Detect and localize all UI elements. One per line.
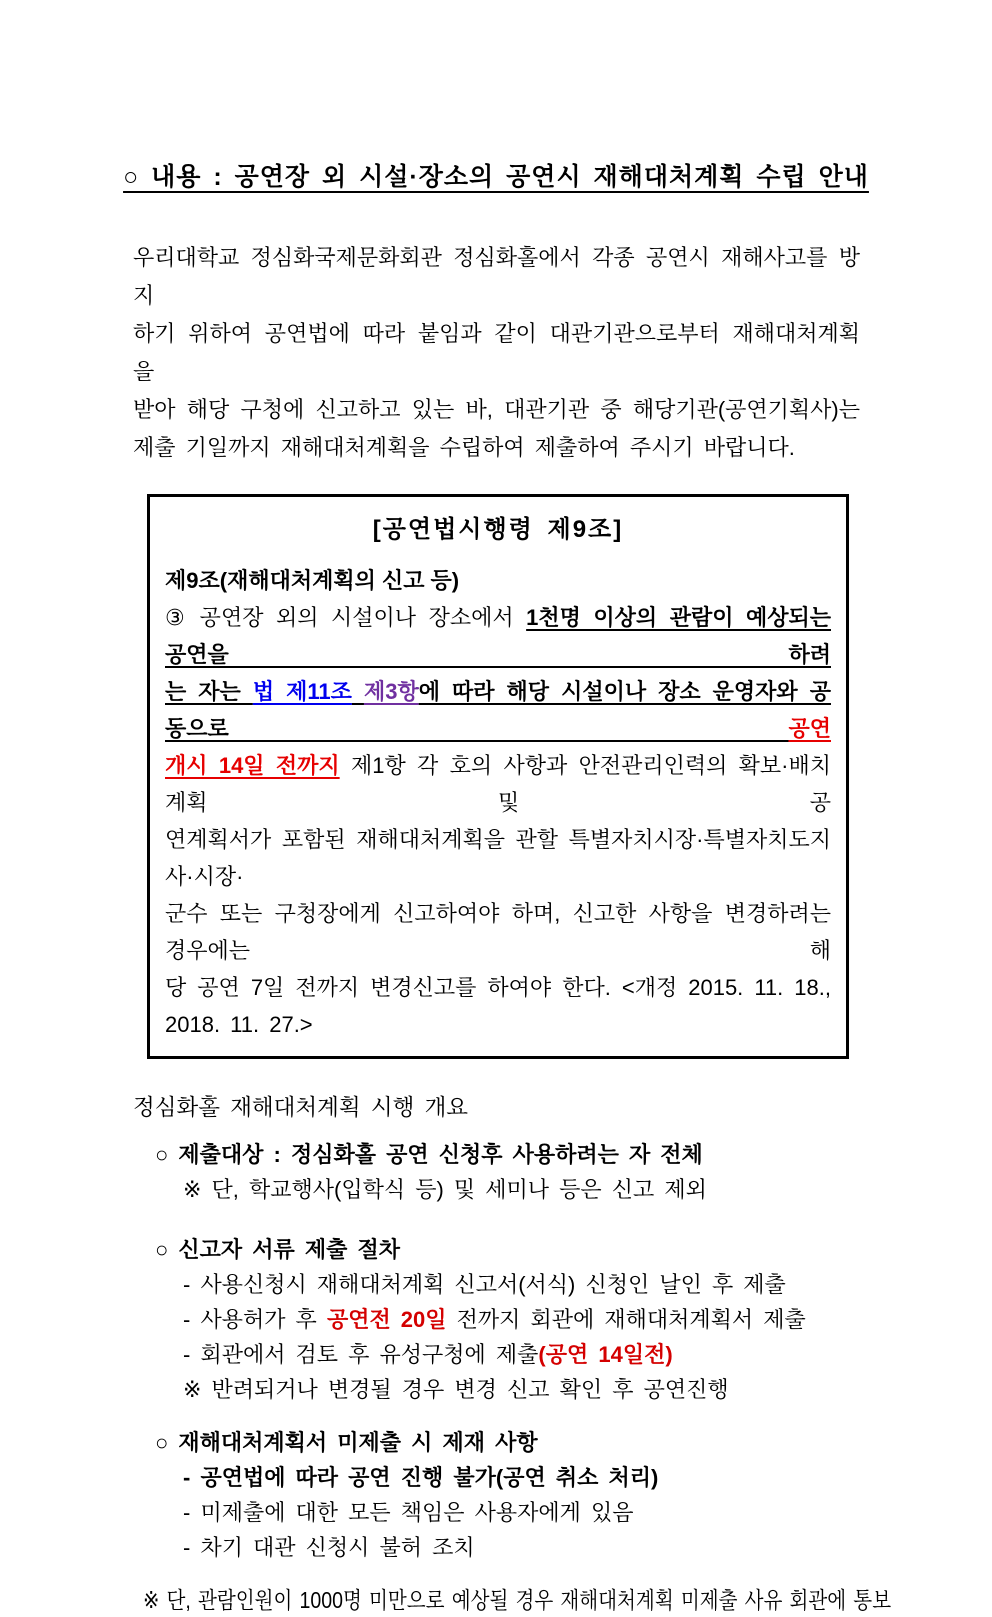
intro-line: 제출 기일까지 재해대처계획을 수립하여 제출하여 주시기 바랍니다. [133, 435, 795, 460]
text-segment: - 차기 대관 신청시 불허 조치 [183, 1535, 475, 1560]
law-body-line [165, 895, 831, 969]
text-segment: 당 공연 7일 전까지 변경신고를 하여야 한다. <개정 2015. 11. 18., 2018. 11. 27.> [165, 975, 831, 1037]
section-item [183, 1495, 862, 1530]
section-document-procedure [155, 1232, 862, 1407]
law-body-line [165, 747, 831, 821]
text-segment: - 회관에서 검토 후 유성구청에 제출 [183, 1342, 539, 1367]
section-items [183, 1172, 862, 1207]
section-item [183, 1460, 862, 1495]
text-segment: ※ 반려되거나 변경될 경우 변경 신고 확인 후 공연진행 [183, 1377, 729, 1402]
intro-line: 우리대학교 정심화국제문화회관 정심화홀에서 각종 공연시 재해사고를 방지 [133, 245, 860, 308]
text-segment: - 사용신청시 재해대처계획 신고서(서식) 신청인 날인 후 제출 [183, 1272, 786, 1297]
section-item [183, 1302, 862, 1337]
law-body-line [165, 599, 831, 673]
text-segment: 개시 14일 전까지 [165, 753, 340, 778]
text-segment: 에 따라 해당 시설이나 장소 운영자와 공동으로 [165, 679, 831, 741]
text-segment: ※ 단, 학교행사(입학식 등) 및 세미나 등은 신고 제외 [183, 1177, 707, 1202]
document-title [0, 0, 992, 193]
text-segment: 전까지 회관에 재해대처계획서 제출 [446, 1307, 806, 1332]
intro-line: 받아 해당 구청에 신고하고 있는 바, 대관기관 중 해당기관(공연기획사)는 [133, 397, 860, 422]
text-segment: 군수 또는 구청장에게 신고하여야 하며, 신고한 사항을 변경하려는 경우에는 해 [165, 901, 831, 963]
overview-heading: 정심화홀 재해대처계획 시행 개요 [133, 1095, 469, 1120]
section-items [183, 1267, 862, 1407]
text-segment: 공연 [788, 716, 831, 741]
section-item [183, 1172, 862, 1207]
section-heading: ○ 재해대처계획서 미제출 시 제재 사항 [155, 1430, 538, 1455]
document-title-text: ○ 내용 : 공연장 외 시설·장소의 공연시 재해대처계획 수립 안내 [123, 163, 869, 191]
text-segment: 는 자는 [165, 679, 253, 704]
section-sanctions [155, 1425, 862, 1565]
law-body-line [165, 821, 831, 895]
text-segment: 1천명 이상의 관람이 예상되는 공연을 하려 [165, 605, 831, 667]
text-segment: - 미제출에 대한 모든 책임은 사용자에게 있음 [183, 1500, 634, 1525]
footnote: ※ 단, 관람인원이 1000명 미만으로 예상될 경우 재해대처계획 미제출 사유 회관에 통보 [143, 1587, 892, 1613]
law-box-heading: [공연법시행령 제9조] [372, 516, 624, 543]
law-article-title: 제9조(재해대처계획의 신고 등) [165, 568, 460, 593]
law-excerpt-box [147, 494, 849, 1059]
law-body-line [165, 969, 831, 1043]
text-segment: 제1항 각 호의 사항과 안전관리인력의 확보·배치계획 및 공 [165, 753, 831, 815]
intro-line: 하기 위하여 공연법에 따라 붙임과 같이 대관기관으로부터 재해대처계획을 [133, 321, 860, 384]
text-segment: ③ 공연장 외의 시설이나 장소에서 [165, 605, 527, 630]
text-segment: 공연전 20일 [326, 1307, 447, 1332]
section-item [183, 1372, 862, 1407]
section-item [183, 1267, 862, 1302]
text-segment: 연계획서가 포함된 재해대처계획을 관할 특별자치시장·특별자치도지사·시장· [165, 827, 831, 889]
section-items [183, 1460, 862, 1565]
law-body-line [165, 673, 831, 747]
text-segment: 법 제11조 [252, 679, 352, 704]
section-submission-target [155, 1137, 862, 1207]
text-segment [352, 679, 364, 704]
section-item [183, 1530, 862, 1565]
text-segment: - 공연법에 따라 공연 진행 불가(공연 취소 처리) [183, 1465, 659, 1490]
section-item [183, 1337, 862, 1372]
section-heading: ○ 제출대상 : 정심화홀 공연 신청후 사용하려는 자 전체 [155, 1142, 703, 1167]
law-article-body [165, 599, 831, 1043]
section-heading: ○ 신고자 서류 제출 절차 [155, 1237, 401, 1262]
intro-paragraph [133, 239, 860, 467]
text-segment: 제3항 [363, 679, 419, 704]
text-segment: (공연 14일전) [538, 1342, 673, 1367]
text-segment: - 사용허가 후 [183, 1307, 327, 1332]
